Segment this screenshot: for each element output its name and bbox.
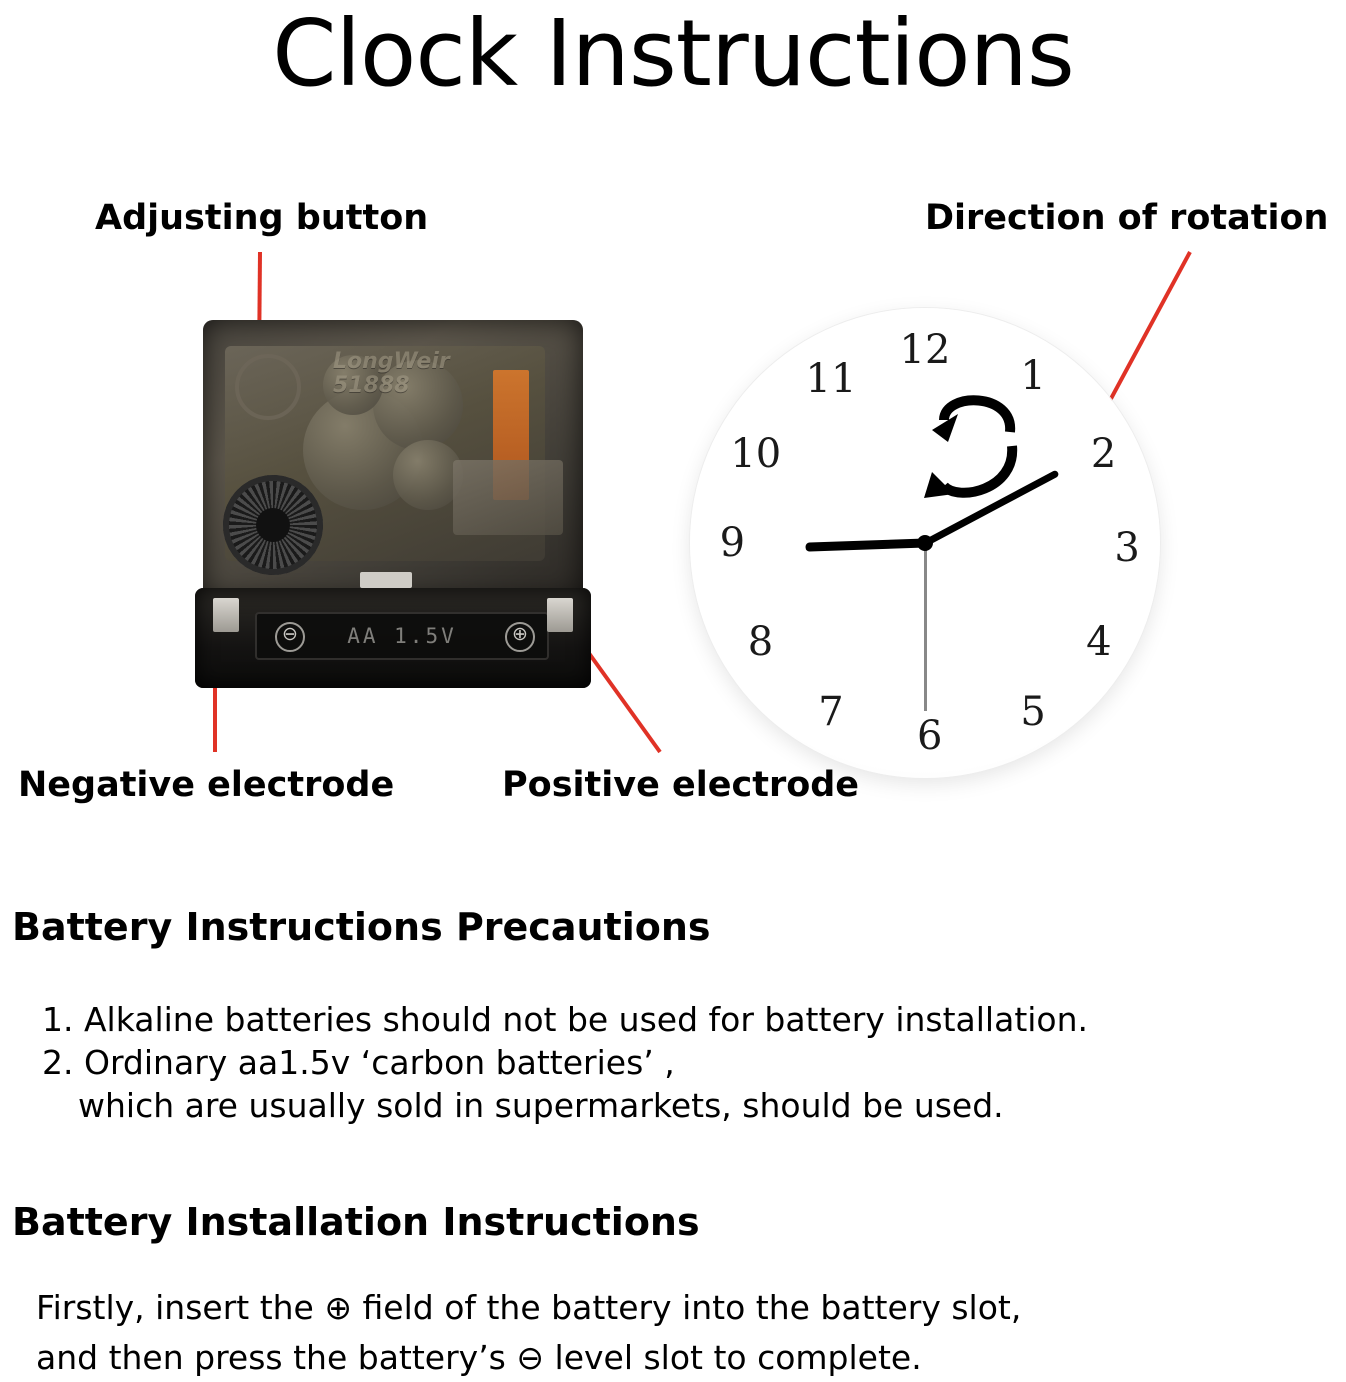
clock-numeral-6: 6 bbox=[916, 712, 943, 759]
clock-face bbox=[690, 308, 1160, 778]
installation-line-2-before: and then press the battery’s bbox=[36, 1338, 517, 1377]
precaution-item-2-continued: which are usually sold in supermarkets, should be used. bbox=[78, 1086, 1004, 1125]
installation-line-1-before: Firstly, insert the bbox=[36, 1288, 325, 1327]
heading-battery-precautions: Battery Instructions Precautions bbox=[12, 905, 711, 949]
center-shaft-icon bbox=[235, 354, 301, 420]
adjusting-button-knob[interactable] bbox=[223, 475, 323, 575]
clock-numeral-5: 5 bbox=[1020, 689, 1046, 736]
brand-model: 51888 bbox=[333, 373, 410, 399]
installation-line-2 bbox=[36, 1338, 922, 1377]
clock-numeral-10: 10 bbox=[730, 430, 782, 477]
installation-line-2-after: level slot to complete. bbox=[544, 1338, 922, 1377]
callout-label-adjusting-button: Adjusting button bbox=[95, 198, 429, 238]
clockwise-rotation-arrow-icon bbox=[918, 386, 1038, 521]
instruction-diagram bbox=[0, 180, 1346, 870]
clock-hour-hand bbox=[805, 539, 925, 552]
callout-label-positive-electrode: Positive electrode bbox=[502, 765, 860, 805]
clock-numeral-12: 12 bbox=[899, 327, 951, 374]
coil-block bbox=[453, 460, 563, 535]
positive-electrode-icon: ⊕ bbox=[505, 622, 535, 652]
precaution-item-2: 2. Ordinary aa1.5v ‘carbon batteries’ , bbox=[42, 1043, 675, 1082]
installation-line-1 bbox=[36, 1288, 1021, 1327]
clock-numeral-4: 4 bbox=[1086, 618, 1112, 665]
battery-compartment bbox=[195, 588, 591, 688]
movement-foot bbox=[360, 572, 412, 588]
movement-housing bbox=[203, 320, 583, 600]
clock-center-cap bbox=[917, 535, 933, 551]
negative-electrode-icon: ⊖ bbox=[275, 622, 305, 652]
negative-symbol-icon: ⊖ bbox=[516, 1338, 545, 1377]
clock-numeral-3: 3 bbox=[1114, 524, 1140, 571]
clock-numeral-8: 8 bbox=[747, 618, 774, 665]
heading-battery-installation: Battery Installation Instructions bbox=[12, 1200, 700, 1244]
clock-numeral-2: 2 bbox=[1090, 430, 1117, 477]
clock-second-hand bbox=[924, 543, 927, 711]
precaution-item-1: 1. Alkaline batteries should not be used for battery installation. bbox=[42, 1000, 1089, 1039]
positive-symbol-icon: ⊕ bbox=[324, 1288, 353, 1327]
installation-line-1-after: field of the battery into the battery slot, bbox=[352, 1288, 1022, 1327]
clock-numeral-1: 1 bbox=[1020, 353, 1046, 400]
positive-contact-tab bbox=[547, 598, 573, 632]
clock-movement-image bbox=[195, 320, 595, 705]
callout-label-negative-electrode: Negative electrode bbox=[18, 765, 395, 805]
clock-numeral-9: 9 bbox=[719, 520, 746, 566]
clock-numeral-7: 7 bbox=[818, 689, 844, 736]
battery-slot-label: AA 1.5V bbox=[255, 612, 549, 660]
callout-label-direction-of-rotation: Direction of rotation bbox=[925, 198, 1329, 238]
clock-numeral-11: 11 bbox=[805, 355, 857, 402]
page-title: Clock Instructions bbox=[272, 0, 1074, 107]
negative-contact-tab bbox=[213, 598, 239, 632]
movement-brand-text bbox=[333, 350, 463, 402]
brand-name: LongWeir bbox=[333, 349, 450, 374]
